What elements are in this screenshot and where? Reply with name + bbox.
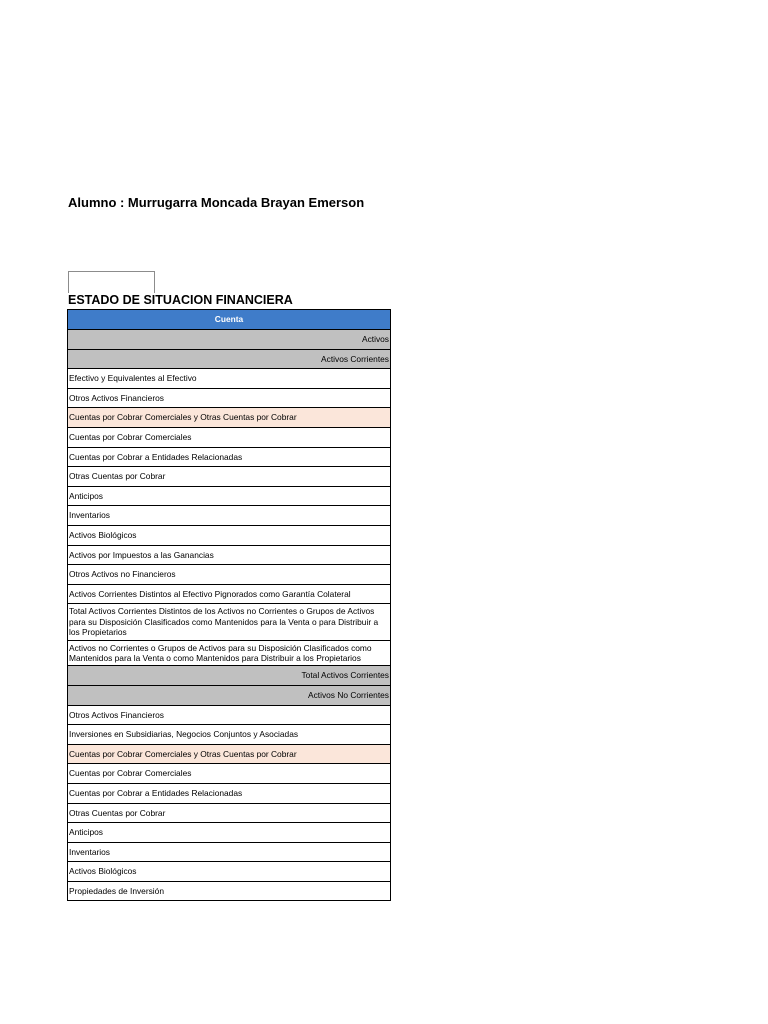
account-name[interactable]: Cuentas por Cobrar a Entidades Relacionadas bbox=[68, 783, 391, 803]
table-row bbox=[68, 842, 391, 862]
table-row bbox=[68, 388, 391, 408]
table-row bbox=[68, 604, 391, 640]
account-name[interactable]: Propiedades de Inversión bbox=[68, 881, 391, 901]
table-row bbox=[68, 803, 391, 823]
section-row bbox=[68, 330, 391, 350]
account-name[interactable]: Cuentas por Cobrar Comerciales bbox=[68, 764, 391, 784]
account-name[interactable]: Activos no Corrientes o Grupos de Activos para su Disposición Clasificados como Mantenidos para la Venta o como Mantenidos para Distribuir a los Propietarios bbox=[68, 640, 391, 666]
section-label[interactable]: Activos bbox=[68, 330, 391, 350]
table-row bbox=[68, 640, 391, 666]
account-name[interactable]: Activos Corrientes Distintos al Efectivo Pignorados como Garantía Colateral bbox=[68, 584, 391, 604]
section-row bbox=[68, 349, 391, 369]
account-name[interactable]: Activos Biológicos bbox=[68, 862, 391, 882]
section-row bbox=[68, 666, 391, 686]
account-name[interactable]: Inventarios bbox=[68, 506, 391, 526]
student-name: Alumno : Murrugarra Moncada Brayan Emerson bbox=[68, 195, 365, 210]
table-row bbox=[68, 447, 391, 467]
table-row bbox=[68, 486, 391, 506]
account-name[interactable]: Otros Activos Financieros bbox=[68, 388, 391, 408]
section-label[interactable]: Total Activos Corrientes bbox=[68, 666, 391, 686]
table-body bbox=[68, 330, 391, 901]
section-label[interactable]: Activos Corrientes bbox=[68, 349, 391, 369]
table-row bbox=[68, 744, 391, 764]
account-name[interactable]: Cuentas por Cobrar a Entidades Relacionadas bbox=[68, 447, 391, 467]
account-name[interactable]: Anticipos bbox=[68, 823, 391, 843]
account-name[interactable]: Cuentas por Cobrar Comerciales y Otras Cuentas por Cobrar bbox=[68, 744, 391, 764]
financial-statement-table bbox=[67, 309, 391, 901]
account-name[interactable]: Cuentas por Cobrar Comerciales bbox=[68, 427, 391, 447]
table-row bbox=[68, 584, 391, 604]
table-row bbox=[68, 545, 391, 565]
account-name[interactable]: Otras Cuentas por Cobrar bbox=[68, 467, 391, 487]
account-name[interactable]: Otros Activos Financieros bbox=[68, 705, 391, 725]
table-row bbox=[68, 467, 391, 487]
table-row bbox=[68, 369, 391, 389]
table-row bbox=[68, 783, 391, 803]
section-label[interactable]: Activos No Corrientes bbox=[68, 685, 391, 705]
account-name[interactable]: Cuentas por Cobrar Comerciales y Otras Cuentas por Cobrar bbox=[68, 408, 391, 428]
account-name[interactable]: Activos Biológicos bbox=[68, 525, 391, 545]
table-row bbox=[68, 705, 391, 725]
account-name[interactable]: Activos por Impuestos a las Ganancias bbox=[68, 545, 391, 565]
table-row bbox=[68, 525, 391, 545]
account-name[interactable]: Otras Cuentas por Cobrar bbox=[68, 803, 391, 823]
report-title: ESTADO DE SITUACION FINANCIERA bbox=[68, 293, 293, 307]
table-row bbox=[68, 506, 391, 526]
table-row bbox=[68, 427, 391, 447]
account-name[interactable]: Inventarios bbox=[68, 842, 391, 862]
table-row bbox=[68, 725, 391, 745]
section-row bbox=[68, 685, 391, 705]
table-header-row bbox=[68, 310, 391, 330]
empty-cell[interactable] bbox=[68, 271, 155, 293]
account-name[interactable]: Otros Activos no Financieros bbox=[68, 565, 391, 585]
table-row bbox=[68, 862, 391, 882]
column-header-cuenta: Cuenta bbox=[68, 310, 391, 330]
table-row bbox=[68, 764, 391, 784]
account-name[interactable]: Total Activos Corrientes Distintos de los Activos no Corrientes o Grupos de Activos para su Disposición Clasificados como Mantenidos para la Venta o para Distribuir a los Propietarios bbox=[68, 604, 391, 640]
table-row bbox=[68, 408, 391, 428]
table-row bbox=[68, 565, 391, 585]
account-name[interactable]: Anticipos bbox=[68, 486, 391, 506]
table-row bbox=[68, 823, 391, 843]
table-row bbox=[68, 881, 391, 901]
account-name[interactable]: Efectivo y Equivalentes al Efectivo bbox=[68, 369, 391, 389]
account-name[interactable]: Inversiones en Subsidiarias, Negocios Conjuntos y Asociadas bbox=[68, 725, 391, 745]
